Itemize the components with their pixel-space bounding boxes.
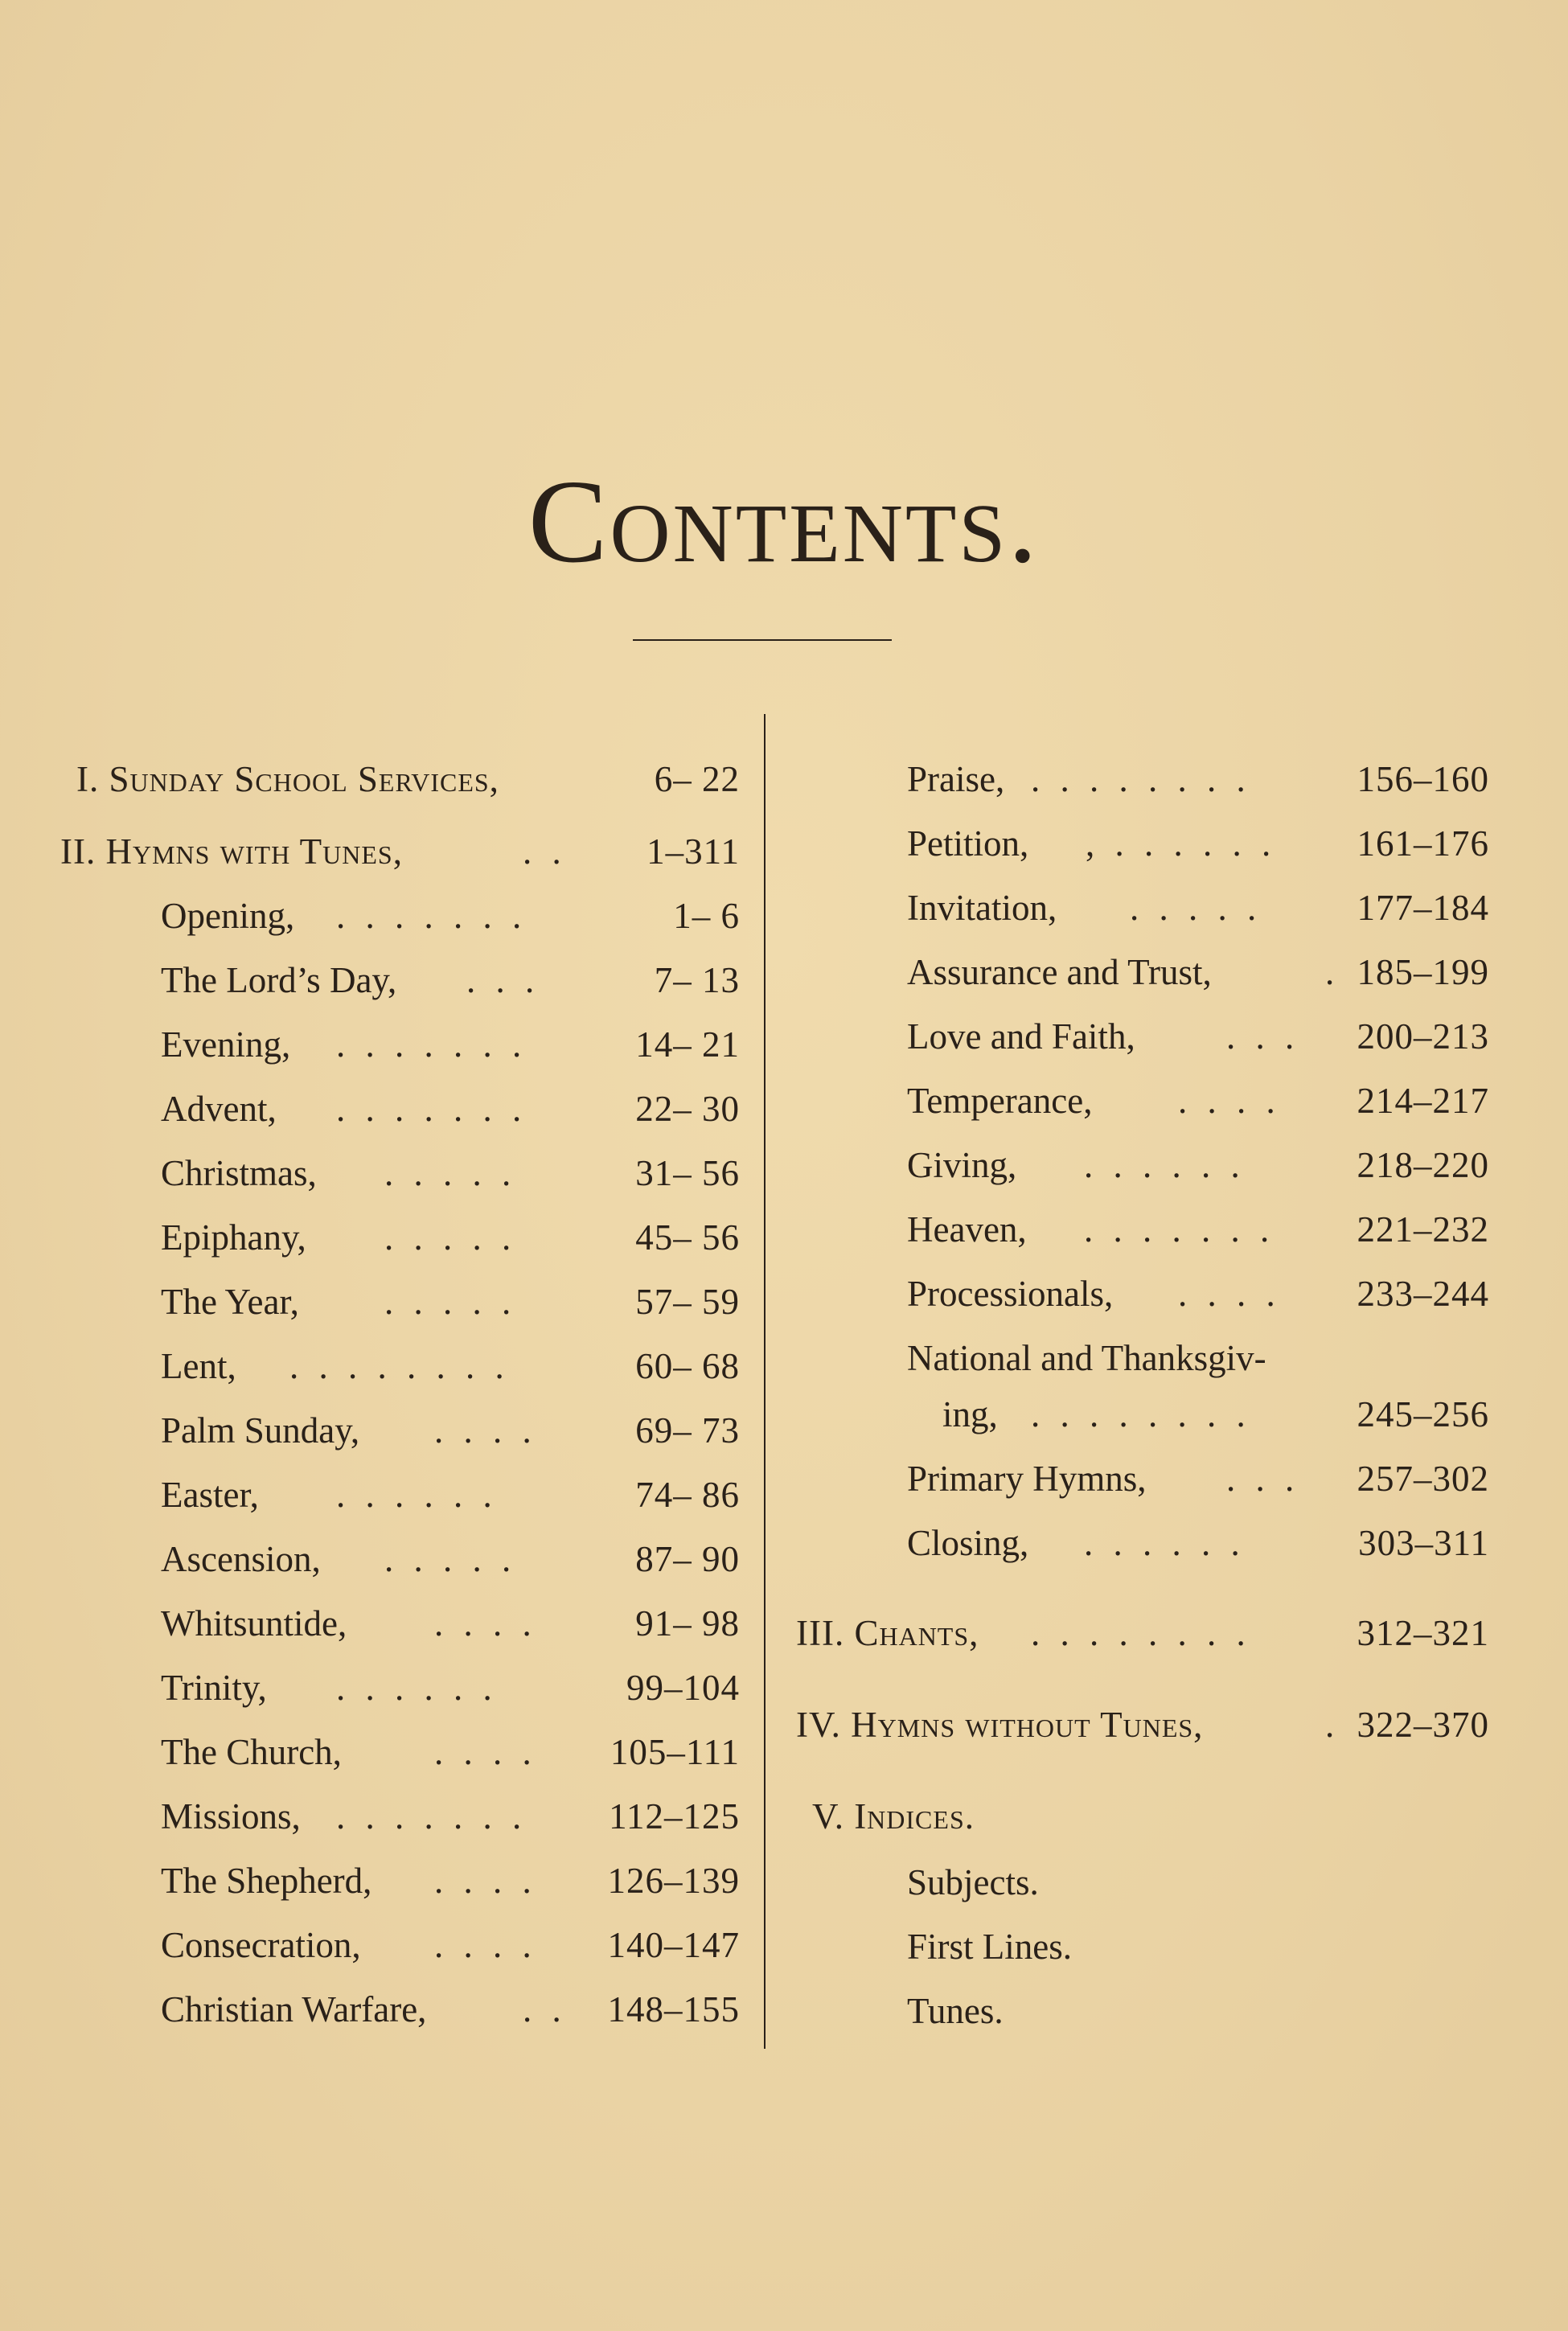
dot-leader: . . .: [1226, 1459, 1300, 1499]
dot-leader: . . . .: [434, 1732, 537, 1772]
entry-label: Giving,: [907, 1145, 1017, 1185]
page-range: 156–160: [1357, 759, 1489, 799]
right-toc-entry: [907, 1455, 1489, 1503]
left-toc-entry: [161, 1857, 740, 1905]
dot-leader: . . . .: [434, 1861, 537, 1901]
entry-label: I. Sunday School Services,: [76, 759, 499, 799]
dot-leader: . . .: [1226, 1016, 1300, 1057]
entry-label: Missions,: [161, 1796, 301, 1836]
left-toc-entry: [76, 755, 740, 803]
page-range: 112–125: [609, 1796, 740, 1836]
index-item: Subjects.: [907, 1862, 1039, 1902]
page-range: 1–311: [646, 831, 740, 872]
entry-label: Opening,: [161, 896, 295, 936]
dot-leader: . . . . .: [384, 1153, 517, 1193]
entry-label: Primary Hymns,: [907, 1459, 1147, 1499]
entry-label: Ascension,: [161, 1539, 321, 1579]
right-toc-entry: [942, 1390, 1489, 1438]
page-range: 6– 22: [654, 759, 740, 799]
right-toc-entry: [907, 1012, 1489, 1061]
entry-label: Evening,: [161, 1024, 291, 1065]
right-toc-entry: [796, 1609, 1489, 1657]
dot-leader: . . . . . . .: [336, 1024, 527, 1065]
right-toc-entry: [907, 1270, 1489, 1318]
dot-leader: . . .: [466, 960, 540, 1000]
page-range: 312–321: [1357, 1613, 1489, 1653]
left-toc-entry: [161, 1149, 740, 1197]
dot-leader: . . . .: [434, 1603, 537, 1644]
page-range: 185–199: [1357, 952, 1489, 992]
dot-leader: . . . . . . . .: [1031, 1394, 1251, 1434]
left-toc-entry: [161, 1471, 740, 1519]
left-toc-entry: [161, 1921, 740, 1969]
page-range: 303–311: [1358, 1523, 1489, 1563]
page-range: 200–213: [1357, 1016, 1489, 1057]
entry-label: The Church,: [161, 1732, 342, 1772]
left-toc-entry: [161, 1406, 740, 1455]
page-range: 45– 56: [635, 1217, 740, 1258]
left-toc-entry: [161, 1342, 740, 1390]
title-rule: [633, 639, 892, 641]
page-range: 177–184: [1357, 888, 1489, 928]
dot-leader: . . . .: [1178, 1081, 1281, 1121]
page-range: 22– 30: [635, 1089, 740, 1129]
entry-label: Easter,: [161, 1475, 259, 1515]
right-toc-entry: [907, 1334, 1489, 1382]
page-range: 322–370: [1357, 1705, 1489, 1745]
page-range: 161–176: [1357, 823, 1489, 864]
page-range: 214–217: [1357, 1081, 1489, 1121]
dot-leader: . . . . . . . .: [1031, 759, 1251, 799]
left-toc-entry: [161, 1792, 740, 1841]
left-toc-entry: [161, 1085, 740, 1133]
page-range: 31– 56: [635, 1153, 740, 1193]
page-range: 257–302: [1357, 1459, 1489, 1499]
right-toc-entry: [907, 884, 1489, 932]
page-range: 60– 68: [635, 1346, 740, 1386]
left-toc-entry: [161, 1213, 740, 1262]
entry-label: V. Indices.: [812, 1796, 975, 1836]
page-range: 233–244: [1357, 1274, 1489, 1314]
page-range: 245–256: [1357, 1394, 1489, 1434]
entry-label: Epiphany,: [161, 1217, 306, 1258]
dot-leader: . . . .: [1178, 1274, 1281, 1314]
left-toc-entry: [161, 892, 740, 940]
dot-leader: . . . . .: [384, 1282, 517, 1322]
left-toc-entry: [161, 1985, 740, 2033]
entry-label: III. Chants,: [796, 1613, 979, 1653]
left-toc-entry: [161, 1728, 740, 1776]
page-range: 1– 6: [673, 896, 740, 936]
entry-label: Advent,: [161, 1089, 277, 1129]
dot-leader: . .: [523, 831, 567, 872]
index-item: First Lines.: [907, 1927, 1073, 1967]
right-toc-entry: [796, 1701, 1489, 1749]
page-range: 7– 13: [654, 960, 740, 1000]
entry-label: The Lord’s Day,: [161, 960, 397, 1000]
page-range: 218–220: [1357, 1145, 1489, 1185]
page-range: 57– 59: [635, 1282, 740, 1322]
right-toc-entry: [907, 1205, 1489, 1254]
dot-leader: . . . . . . .: [336, 1089, 527, 1129]
dot-leader: . .: [523, 1989, 567, 2029]
page-range: 74– 86: [635, 1475, 740, 1515]
dot-leader: . . . . . .: [1084, 1145, 1246, 1185]
entry-label: Closing,: [907, 1523, 1029, 1563]
right-toc-entry: [907, 755, 1489, 803]
entry-label: IV. Hymns without Tunes,: [796, 1705, 1204, 1745]
dot-leader: . . . . . .: [336, 1668, 498, 1708]
page-title: Contents.: [527, 456, 1041, 588]
dot-leader: . . . . . . . .: [289, 1346, 510, 1386]
entry-label: Whitsuntide,: [161, 1603, 347, 1644]
entry-label: The Year,: [161, 1282, 299, 1322]
dot-leader: . . . . . . . .: [1031, 1613, 1251, 1653]
entry-label: Christmas,: [161, 1153, 317, 1193]
left-toc-entry: [161, 1599, 740, 1648]
page-range: 69– 73: [635, 1410, 740, 1451]
entry-label: II. Hymns with Tunes,: [60, 831, 403, 872]
page-range: 14– 21: [635, 1024, 740, 1065]
page-range: 105–111: [610, 1732, 740, 1772]
right-toc-entry: [907, 1141, 1489, 1189]
entry-label: Christian Warfare,: [161, 1989, 427, 2029]
dot-leader: .: [1325, 1705, 1340, 1745]
left-toc-entry: [161, 1664, 740, 1712]
entry-label: Praise,: [907, 759, 1005, 799]
right-toc-entry: [907, 819, 1489, 868]
index-item: Tunes.: [907, 1991, 1004, 2031]
entry-label: ing,: [942, 1394, 998, 1434]
right-toc-entry: [812, 1792, 1489, 1841]
dot-leader: .: [1325, 952, 1340, 992]
right-toc-entry: [907, 1519, 1489, 1567]
left-toc-entry: [60, 827, 740, 876]
dot-leader: . . . . .: [384, 1217, 517, 1258]
entry-label: Consecration,: [161, 1925, 361, 1965]
dot-leader: . . . . . .: [336, 1475, 498, 1515]
right-toc-entry: [907, 948, 1489, 996]
entry-label: Lent,: [161, 1346, 236, 1386]
right-toc-entry: [907, 1077, 1489, 1125]
page-range: 148–155: [607, 1989, 740, 2029]
dot-leader: . . . . . . .: [1084, 1209, 1275, 1250]
dot-leader: . . . . .: [1130, 888, 1262, 928]
dot-leader: . . . . . .: [1084, 1523, 1246, 1563]
dot-leader: , . . . . . .: [1086, 823, 1277, 864]
page-range: 126–139: [607, 1861, 740, 1901]
column-divider: [764, 714, 766, 2049]
dot-leader: . . . . . . .: [336, 896, 527, 936]
dot-leader: . . . .: [434, 1410, 537, 1451]
page-range: 140–147: [607, 1925, 740, 1965]
dot-leader: . . . . .: [384, 1539, 517, 1579]
page-range: 87– 90: [635, 1539, 740, 1579]
entry-label: Processionals,: [907, 1274, 1114, 1314]
left-toc-entry: [161, 1278, 740, 1326]
page-range: 91– 98: [635, 1603, 740, 1644]
dot-leader: . . . .: [434, 1925, 537, 1965]
entry-label: National and Thanksgiv-: [907, 1338, 1266, 1378]
left-toc-entry: [161, 1535, 740, 1583]
entry-label: Petition,: [907, 823, 1029, 864]
entry-label: Heaven,: [907, 1209, 1027, 1250]
page-range: 99–104: [626, 1668, 740, 1708]
left-toc-entry: [161, 1020, 740, 1069]
entry-label: The Shepherd,: [161, 1861, 372, 1901]
entry-label: Palm Sunday,: [161, 1410, 360, 1451]
entry-label: Trinity,: [161, 1668, 267, 1708]
entry-label: Temperance,: [907, 1081, 1093, 1121]
left-toc-entry: [161, 956, 740, 1004]
page-range: 221–232: [1357, 1209, 1489, 1250]
entry-label: Invitation,: [907, 888, 1057, 928]
entry-label: Love and Faith,: [907, 1016, 1135, 1057]
entry-label: Assurance and Trust,: [907, 952, 1212, 992]
dot-leader: . . . . . . .: [336, 1796, 527, 1836]
